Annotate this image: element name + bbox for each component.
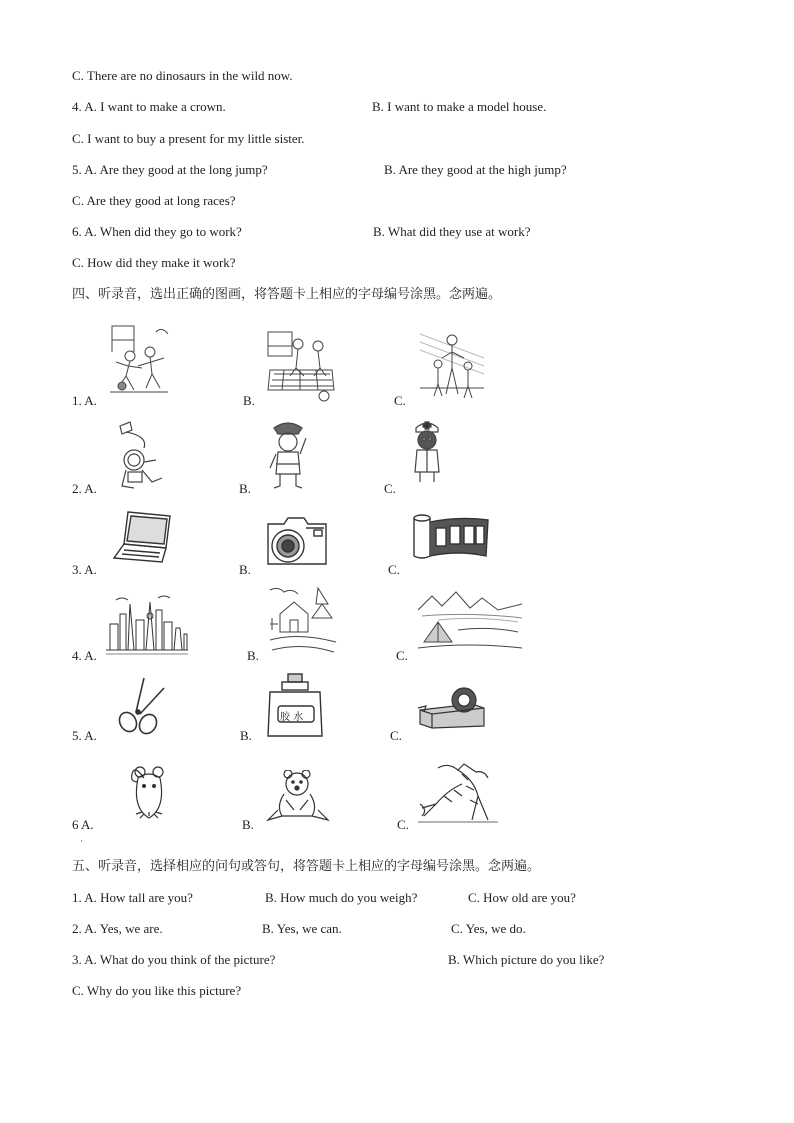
row4-label-c: C. (396, 648, 408, 663)
bear-icon[interactable] (266, 770, 332, 822)
picnic-icon[interactable] (264, 326, 338, 402)
s5-option-3b: B. Which picture do you like? (448, 952, 605, 967)
kids-playing-icon[interactable] (108, 322, 170, 396)
row3-label-a: 3. A. (72, 562, 97, 577)
s5-option-3a: 3. A. What do you think of the picture? (72, 952, 276, 967)
mouse-icon[interactable] (130, 764, 168, 824)
camera-icon[interactable] (258, 514, 330, 570)
scissors-icon[interactable] (116, 674, 168, 736)
city-skyline-icon[interactable] (106, 594, 188, 656)
row2-label-c: C. (384, 481, 396, 496)
tiger-icon[interactable] (418, 760, 498, 826)
row3-label-c: C. (388, 562, 400, 577)
row1-label-b: B. (243, 393, 255, 408)
glue-bottle-icon[interactable] (264, 672, 326, 738)
row2-label-b: B. (239, 481, 251, 496)
s5-option-2b: B. Yes, we can. (262, 921, 342, 936)
row1-label-c: C. (394, 393, 406, 408)
option-5a: 5. A. Are they good at the long jump? (72, 162, 268, 177)
option-4c: C. I want to buy a present for my little sister. (72, 131, 305, 146)
doctor-icon[interactable] (412, 418, 442, 486)
option-6b: B. What did they use at work? (373, 224, 531, 239)
glue-label: 胶 水 (280, 712, 304, 723)
film-roll-icon[interactable] (410, 512, 490, 564)
police-officer-icon[interactable] (268, 418, 308, 492)
row3-label-b: B. (239, 562, 251, 577)
family-rain-icon[interactable] (418, 328, 486, 402)
row5-label-a: 5. A. (72, 728, 97, 743)
row1-label-a: 1. A. (72, 393, 97, 408)
row6-label-c: C. (397, 817, 409, 832)
option-6a: 6. A. When did they go to work? (72, 224, 242, 239)
s5-option-2a: 2. A. Yes, we are. (72, 921, 163, 936)
row6-label-a: 6 A. (72, 817, 94, 832)
row2-label-a: 2. A. (72, 481, 97, 496)
s5-option-1c: C. How old are you? (468, 890, 576, 905)
section4-heading: 四、听录音，选出正确的图画，将答题卡上相应的字母编号涂黑。念两遍。 (72, 287, 502, 302)
row5-label-c: C. (390, 728, 402, 743)
s5-option-1b: B. How much do you weigh? (265, 890, 418, 905)
row6-label-b: B. (242, 817, 254, 832)
laptop-icon[interactable] (112, 508, 176, 566)
s5-option-2c: C. Yes, we do. (451, 921, 526, 936)
row4-label-b: B. (247, 648, 259, 663)
option-3c: C. There are no dinosaurs in the wild now. (72, 68, 293, 83)
option-4a: 4. A. I want to make a crown. (72, 99, 226, 114)
option-4b: B. I want to make a model house. (372, 99, 547, 114)
row5-label-b: B. (240, 728, 252, 743)
farm-village-icon[interactable] (268, 584, 338, 656)
option-5b: B. Are they good at the high jump? (384, 162, 567, 177)
row4-label-a: 4. A. (72, 648, 97, 663)
s5-option-1a: 1. A. How tall are you? (72, 890, 193, 905)
option-5c: C. Are they good at long races? (72, 193, 236, 208)
astronaut-icon[interactable] (108, 420, 170, 492)
tape-dispenser-icon[interactable] (416, 686, 486, 730)
s5-option-3c: C. Why do you like this picture? (72, 983, 242, 998)
stray-mark: · (80, 836, 83, 846)
section5-heading: 五、听录音，选择相应的问句或答句，将答题卡上相应的字母编号涂黑。念两遍。 (72, 859, 541, 874)
option-6c: C. How did they make it work? (72, 255, 236, 270)
tent-lake-icon[interactable] (418, 586, 522, 652)
